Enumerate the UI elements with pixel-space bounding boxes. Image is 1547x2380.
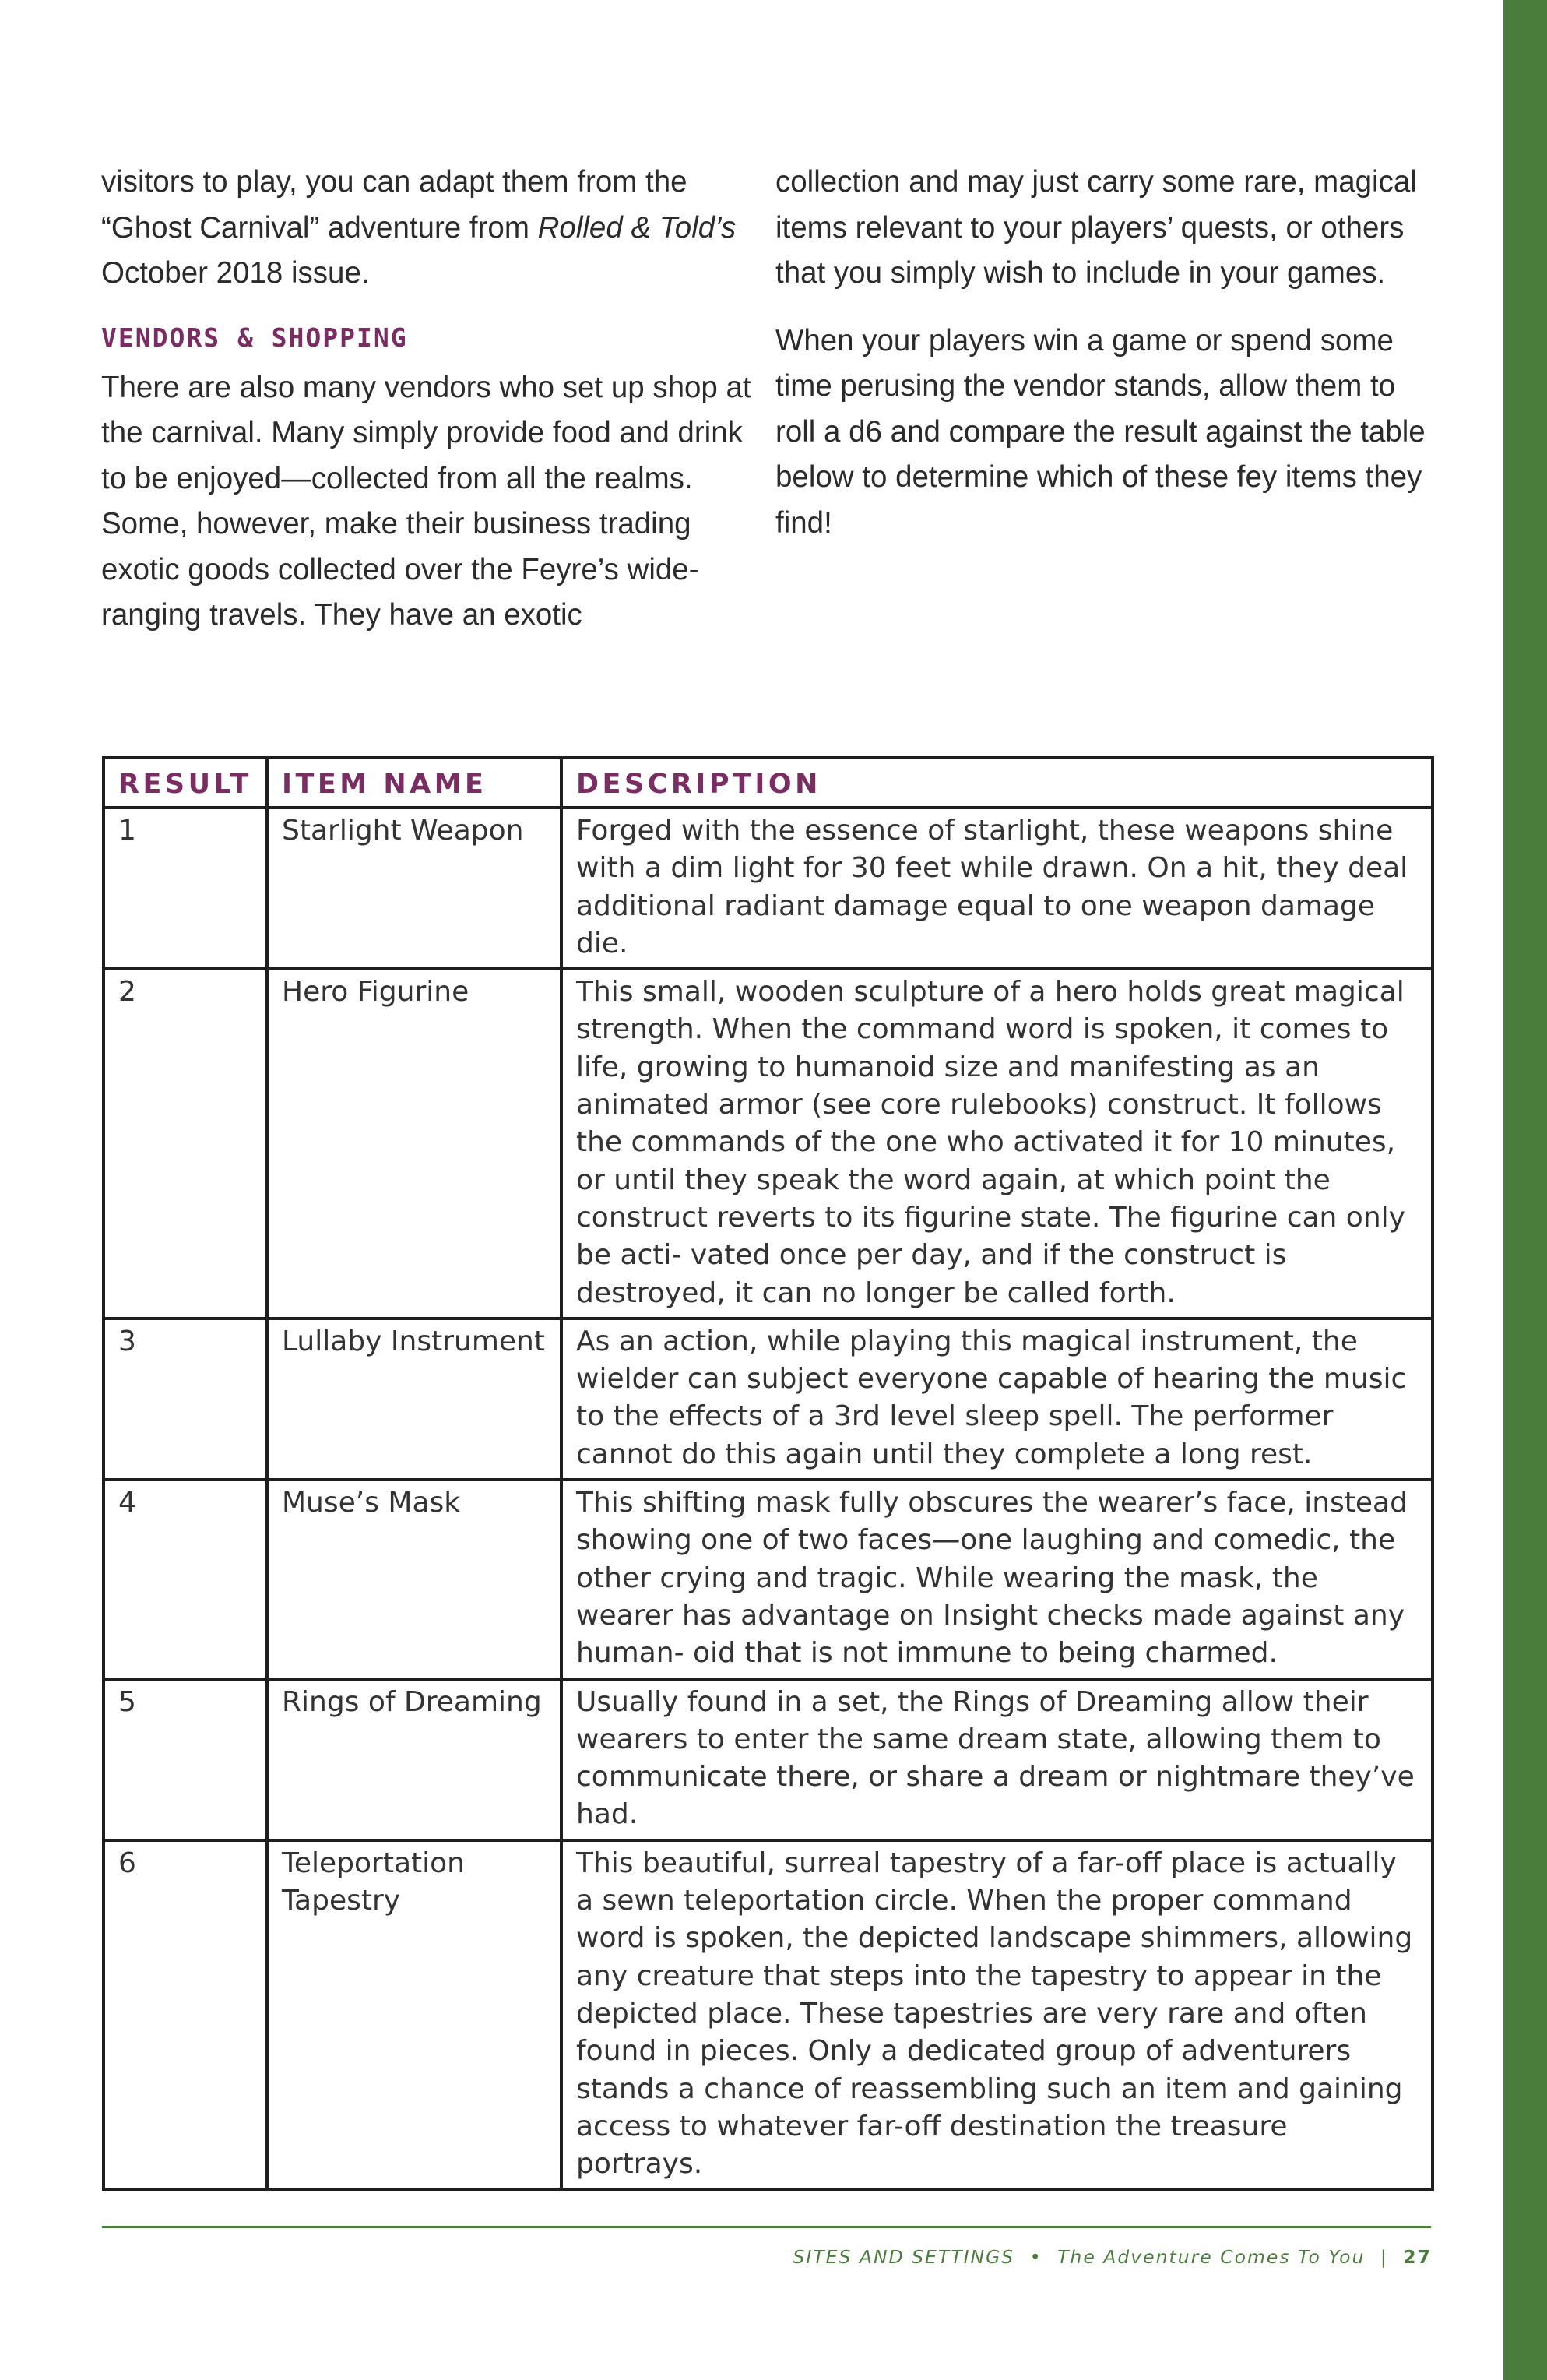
left-paragraph-1-text-a: visitors to play, you can adapt them from the “Ghost Carnival” adventure from bbox=[101, 165, 687, 245]
row-description: This shifting mask fully obscures the wearer’s face, instead showing one of two faces—one laughing and comedic, the other crying and tragic. While wearing the mask, the wearer has advantage on Insight checks made against any human- oid that is not immune to being charmed. bbox=[561, 1480, 1433, 1678]
page-footer bbox=[793, 2246, 1432, 2268]
table-row bbox=[104, 1679, 1433, 1840]
row-description: Usually found in a set, the Rings of Dreaming allow their wearers to enter the same dream state, allowing them to communicate there, or share a dream or nightmare they’ve had. bbox=[561, 1679, 1433, 1840]
publication-title: Rolled & Told’s bbox=[537, 210, 737, 245]
footer-divider bbox=[102, 2226, 1431, 2228]
table-row bbox=[104, 1840, 1433, 2190]
right-column bbox=[775, 160, 1429, 639]
row-description: This beautiful, surreal tapestry of a far-off place is actually a sewn teleportation circle. When the proper command word is spoken, the depicted landscape shimmers, allowing any creature that steps into the tapestry to appear in the depicted place. These tapestries are very rare and often found in pieces. Only a dedicated group of adventurers stands a chance of reassembling such an item and gaining access to whatever far-off destination the treasure portrays. bbox=[561, 1840, 1433, 2190]
section-heading: VENDORS & SHOPPING bbox=[101, 322, 408, 353]
left-column bbox=[101, 160, 755, 639]
left-paragraph-2: There are also many vendors who set up shop at the carnival. Many simply provide food and drink to be enjoyed—collected from all the realms. Some, however, make their business trading exotic goods collected over the Feyre’s wide-ranging travels. They have an exotic bbox=[101, 370, 751, 632]
row-result: 6 bbox=[104, 1840, 267, 2190]
footer-pipe: | bbox=[1380, 2246, 1388, 2268]
footer-section: SITES AND SETTINGS bbox=[793, 2246, 1015, 2268]
row-item-name: Teleportation Tapestry bbox=[267, 1840, 561, 2190]
row-result: 3 bbox=[104, 1319, 267, 1480]
row-result: 5 bbox=[104, 1679, 267, 1840]
right-paragraph-1: collection and may just carry some rare, magical items relevant to your players’ quests, or others that you simply wish to include in your games. bbox=[775, 165, 1417, 290]
row-description: Forged with the essence of starlight, these weapons shine with a dim light for 30 feet while drawn. On a hit, they deal additional radiant damage equal to one weapon damage die. bbox=[561, 808, 1433, 969]
page-number: 27 bbox=[1403, 2246, 1432, 2268]
footer-book-title: The Adventure Comes To You bbox=[1057, 2246, 1366, 2268]
row-description: This small, wooden sculpture of a hero holds great magical strength. When the command word is spoken, it comes to life, growing to humanoid size and manifesting as an animated armor (see core rulebooks) construct. It follows the commands of the one who activated it for 10 minutes, or until they speak the word again, at which point the construct reverts to its figurine state. The figurine can only be acti- vated once per day, and if the construct is destroyed, it can no longer be called forth. bbox=[561, 969, 1433, 1319]
table-row bbox=[104, 969, 1433, 1319]
row-item-name: Rings of Dreaming bbox=[267, 1679, 561, 1840]
body-text-columns bbox=[101, 160, 1429, 639]
left-paragraph-1 bbox=[101, 160, 755, 297]
table-row bbox=[104, 1319, 1433, 1480]
header-result: RESULT bbox=[104, 758, 267, 808]
row-item-name: Starlight Weapon bbox=[267, 808, 561, 969]
row-item-name: Lullaby Instrument bbox=[267, 1319, 561, 1480]
header-description: DESCRIPTION bbox=[561, 758, 1433, 808]
row-result: 1 bbox=[104, 808, 267, 969]
row-result: 2 bbox=[104, 969, 267, 1319]
right-paragraph-2: When your players win a game or spend some time perusing the vendor stands, allow them to roll a d6 and compare the result against the table below to determine which of these fey items they find! bbox=[775, 323, 1426, 540]
page-edge-bar bbox=[1503, 0, 1547, 2380]
footer-separator: • bbox=[1029, 2246, 1042, 2268]
left-paragraph-1-text-b: October 2018 issue. bbox=[101, 256, 370, 290]
table-header-row bbox=[104, 758, 1433, 808]
row-result: 4 bbox=[104, 1480, 267, 1678]
table-row bbox=[104, 808, 1433, 969]
fey-items-table bbox=[102, 756, 1434, 2191]
row-item-name: Muse’s Mask bbox=[267, 1480, 561, 1678]
table-row bbox=[104, 1480, 1433, 1678]
header-item-name: ITEM NAME bbox=[267, 758, 561, 808]
row-item-name: Hero Figurine bbox=[267, 969, 561, 1319]
row-description: As an action, while playing this magical instrument, the wielder can subject everyone capable of hearing the music to the effects of a 3rd level sleep spell. The performer cannot do this again until they complete a long rest. bbox=[561, 1319, 1433, 1480]
